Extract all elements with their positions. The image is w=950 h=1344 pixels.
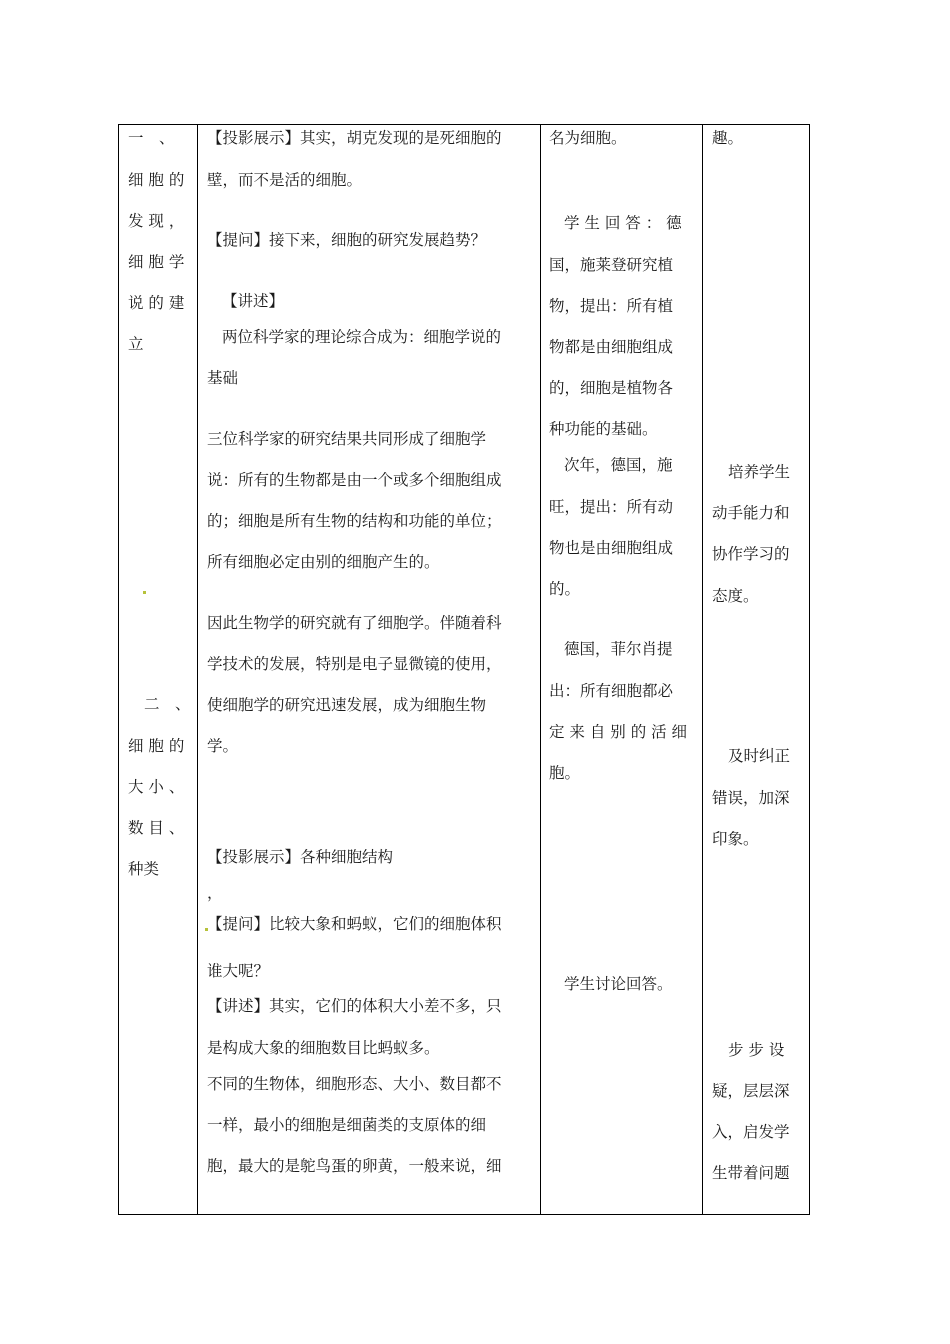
text-line: 胞。 bbox=[549, 764, 581, 782]
text-line: 态度。 bbox=[712, 587, 759, 605]
heading-text: 发 现 ， bbox=[128, 212, 185, 230]
text-line: ， bbox=[207, 884, 223, 902]
text-line: 【讲述】 bbox=[222, 292, 285, 310]
text-line: 物，提出：所有植 bbox=[549, 297, 674, 315]
text-line: 所有细胞必定由别的细胞产生的。 bbox=[207, 553, 440, 571]
text-line: 胞，最大的是鸵鸟蛋的卵黄，一般来说，细 bbox=[207, 1157, 502, 1175]
text-line: 出：所有细胞都必 bbox=[549, 682, 674, 700]
text-line: 【提问】比较大象和蚂蚁，它们的细胞体积 bbox=[207, 915, 502, 933]
text-line: 不同的生物体，细胞形态、大小、数目都不 bbox=[207, 1075, 502, 1093]
text-line: 学 生 回 答 ： 德 bbox=[564, 214, 682, 232]
text-line: 【投影展示】其实，胡克发现的是死细胞的 bbox=[207, 129, 502, 147]
heading-text: 数 目 、 bbox=[128, 819, 185, 837]
text-line: 及时纠正 bbox=[728, 747, 791, 765]
text-line: 谁大呢？ bbox=[207, 962, 270, 980]
text-line: 次年，德国，施 bbox=[564, 456, 673, 474]
text-line: 趣。 bbox=[712, 129, 744, 147]
column-divider bbox=[540, 125, 541, 1214]
text-line: 【投影展示】各种细胞结构 bbox=[207, 848, 394, 866]
text-line: 学生讨论回答。 bbox=[564, 975, 673, 993]
text-line: 印象。 bbox=[712, 830, 759, 848]
heading-text: 细 胞 学 bbox=[128, 253, 185, 271]
text-line: 物都是由细胞组成 bbox=[549, 338, 674, 356]
text-line: 是构成大象的细胞数目比蚂蚁多。 bbox=[207, 1039, 440, 1057]
text-line: 步 步 设 bbox=[728, 1041, 785, 1059]
text-line: 名为细胞。 bbox=[549, 129, 627, 147]
text-line: 因此生物学的研究就有了细胞学。伴随着科 bbox=[207, 614, 502, 632]
text-line: 入，启发学 bbox=[712, 1123, 790, 1141]
text-line: 国，施莱登研究植 bbox=[549, 256, 674, 274]
heading-text: 立 bbox=[128, 335, 144, 353]
heading-text: 细 胞 的 bbox=[128, 737, 185, 755]
heading-text: 种类 bbox=[128, 860, 160, 878]
text-line: 定 来 自 别 的 活 细 bbox=[549, 723, 688, 741]
text-line: 物也是由细胞组成 bbox=[549, 539, 674, 557]
text-line: 的，细胞是植物各 bbox=[549, 379, 674, 397]
text-line: 说：所有的生物都是由一个或多个细胞组成 bbox=[207, 471, 502, 489]
speck-mark bbox=[143, 591, 146, 594]
column-divider bbox=[197, 125, 198, 1214]
heading-text: 说 的 建 bbox=[128, 294, 185, 312]
text-line: 培养学生 bbox=[728, 463, 791, 481]
heading-text: 大 小 、 bbox=[128, 778, 185, 796]
text-line: 种功能的基础。 bbox=[549, 420, 658, 438]
heading-text: 二 、 bbox=[144, 695, 191, 713]
text-line: 的；细胞是所有生物的结构和功能的单位； bbox=[207, 512, 502, 530]
text-line: 壁，而不是活的细胞。 bbox=[207, 171, 363, 189]
column-divider bbox=[702, 125, 703, 1214]
text-line: 三位科学家的研究结果共同形成了细胞学 bbox=[207, 430, 487, 448]
text-line: 两位科学家的理论综合成为：细胞学说的 bbox=[222, 328, 502, 346]
text-line: 旺，提出：所有动 bbox=[549, 498, 674, 516]
text-line: 错误，加深 bbox=[712, 789, 790, 807]
text-line: 使细胞学的研究迅速发展，成为细胞生物 bbox=[207, 696, 487, 714]
text-line: 【提问】接下来，细胞的研究发展趋势？ bbox=[207, 231, 487, 249]
text-line: 一样，最小的细胞是细菌类的支原体的细 bbox=[207, 1116, 487, 1134]
text-line: 基础 bbox=[207, 369, 239, 387]
text-line: 动手能力和 bbox=[712, 504, 790, 522]
heading-text: 一 、 bbox=[128, 129, 175, 147]
text-line: 的。 bbox=[549, 580, 581, 598]
text-line: 疑，层层深 bbox=[712, 1082, 790, 1100]
text-line: 协作学习的 bbox=[712, 545, 790, 563]
text-line: 生带着问题 bbox=[712, 1164, 790, 1182]
heading-text: 细 胞 的 bbox=[128, 171, 185, 189]
text-line: 【讲述】其实，它们的体积大小差不多，只 bbox=[207, 997, 502, 1015]
text-line: 学。 bbox=[207, 737, 239, 755]
text-line: 德国，菲尔肖提 bbox=[564, 640, 673, 658]
text-line: 学技术的发展，特别是电子显微镜的使用， bbox=[207, 655, 502, 673]
